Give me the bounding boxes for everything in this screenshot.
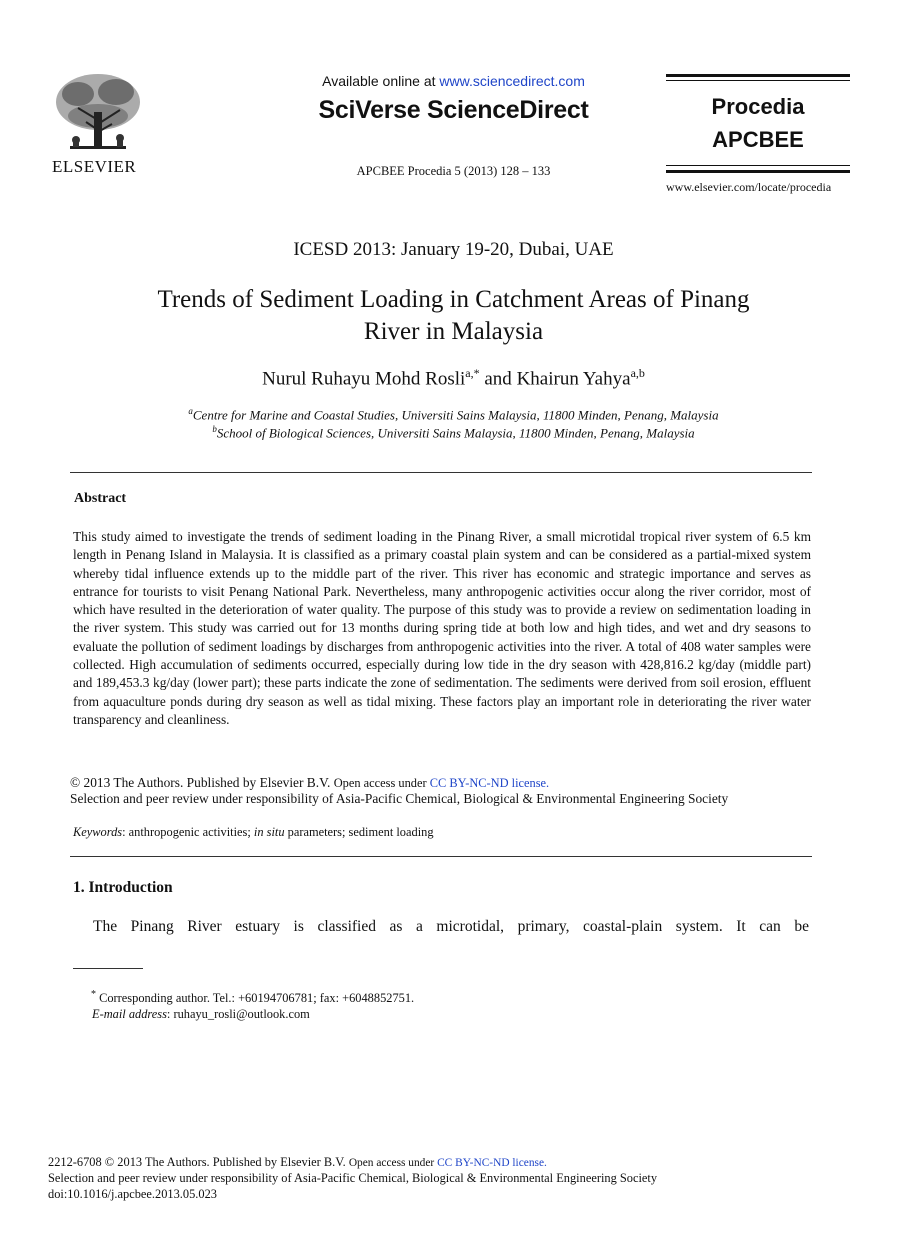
affiliation [0,406,907,423]
introduction-heading: 1. Introduction [73,879,173,896]
article-title [100,284,807,348]
affiliation-text: School of Biological Sciences, Universiti Sains Malaysia, 11800 Minden, Penang, Malaysia [216,425,695,441]
banner-rule [666,165,850,166]
section-divider [70,856,812,857]
footer-copyright: 2212-6708 © 2013 The Authors. Published by Elsevier B.V. [48,1155,349,1169]
procedia-line2: APCBEE [712,127,804,152]
section-divider [70,472,812,473]
abstract-body: This study aimed to investigate the trends of sediment loading in the Pinang River, a small microtidal tropical river system of 6.5 km length in Penang Island in Malaysia. It is classified as a primary coastal plain system and can be considered as a partial-mixed system whereby tidal influence extends up to the middle part of the river. This river has economic and strategic importance and serves as entrance for tourists to visit Penang National Park. Nevertheless, many anthropogenic activities occur along the river corridor, most of which have resulted in the deterioration of water quality. The purpose of this study was to provide a review on sedimentation loading in the river system. This study was carried out for 13 months during spring tide at both low and high tides, and wet and dry seasons to evaluate the pollution of sediment loadings by discharges from anthropogenic activities into the river. A total of 408 water samples were collected. High accumulation of sediments occurred, especially during low tide in the dry season with 428,816.2 kg/day (middle part) and 189,453.3 kg/day (lower part); these parts indicate the zone of sedimentation. The sediments were derived from soil erosion, effluent from aquaculture ponds during dry season as well as tidal mixing. These factors play an important role in deteriorating the river water transparency and cleanliness. [73,529,811,727]
footnote-email [92,1007,310,1022]
author-superscript: a,* [465,366,480,380]
author-name: Khairun Yahya [516,368,631,390]
abstract-heading: Abstract [74,491,127,506]
conference-line: ICESD 2013: January 19-20, Dubai, UAE [293,239,614,260]
sciencedirect-link[interactable]: www.sciencedirect.com [439,73,585,89]
copyright-line [70,775,549,791]
publisher-name: ELSEVIER [52,157,137,176]
footnote-text: Corresponding author. Tel.: +60194706781; fax: +6048852751. [96,991,415,1006]
procedia-journal-banner [666,74,850,177]
banner-rule [666,80,850,81]
title-line1: Trends of Sediment Loading in Catchment Areas of Pinang [157,286,750,313]
keywords-text: : anthropogenic activities; [122,825,254,839]
journal-reference: APCBEE Procedia 5 (2013) 128 – 133 [356,164,551,178]
affiliation-marker: b [212,424,217,434]
keywords-line [73,825,434,840]
affiliation-marker: a [188,406,193,416]
footnote-corresponding [91,989,414,1006]
copyright-text: © 2013 The Authors. Published by Elsevier B.V. [70,775,334,790]
keywords-label: Keywords [73,825,123,839]
footnote-marker: * [91,989,96,1000]
affiliation [0,424,907,441]
footer-license-link[interactable]: CC BY-NC-ND license. [437,1157,547,1169]
author-connector: and [479,368,517,390]
email-value: : ruhayu_rosli@outlook.com [166,1007,310,1021]
banner-rule [666,74,850,77]
available-online-text: Available online at [322,73,440,89]
peer-review-line: Selection and peer review under responsibility of Asia-Pacific Chemical, Biological & Environmental Engineering Society [70,791,729,806]
title-line2: River in Malaysia [363,318,544,345]
author-list [0,366,907,390]
keywords-italic: in situ [253,825,285,839]
procedia-url[interactable]: www.elsevier.com/locate/procedia [666,180,832,194]
platform-name: SciVerse ScienceDirect [318,96,589,124]
footer-peer-review: Selection and peer review under responsibility of Asia-Pacific Chemical, Biological & Environmental Engineering Society [48,1171,658,1185]
footnote-divider [73,968,143,969]
keywords-text: parameters; sediment loading [284,825,434,839]
footer-issn-line [48,1155,547,1170]
email-label: E-mail address [92,1007,167,1021]
footer-doi[interactable]: doi:10.1016/j.apcbee.2013.05.023 [48,1187,217,1201]
author-name: Nurul Ruhayu Mohd Rosli [262,368,466,390]
procedia-line1: Procedia [711,94,805,119]
introduction-body: The Pinang River estuary is classified as a microtidal, primary, coastal-plain system. It can be [93,918,809,935]
license-link[interactable]: CC BY-NC-ND license. [429,776,550,790]
footer-open-access: Open access under [348,1157,438,1169]
open-access-text: Open access under [333,776,430,790]
affiliation-text: Centre for Marine and Coastal Studies, Universiti Sains Malaysia, 11800 Minden, Penang, Malaysia [192,407,719,423]
banner-rule [666,170,850,173]
author-superscript: a,b [630,366,645,380]
